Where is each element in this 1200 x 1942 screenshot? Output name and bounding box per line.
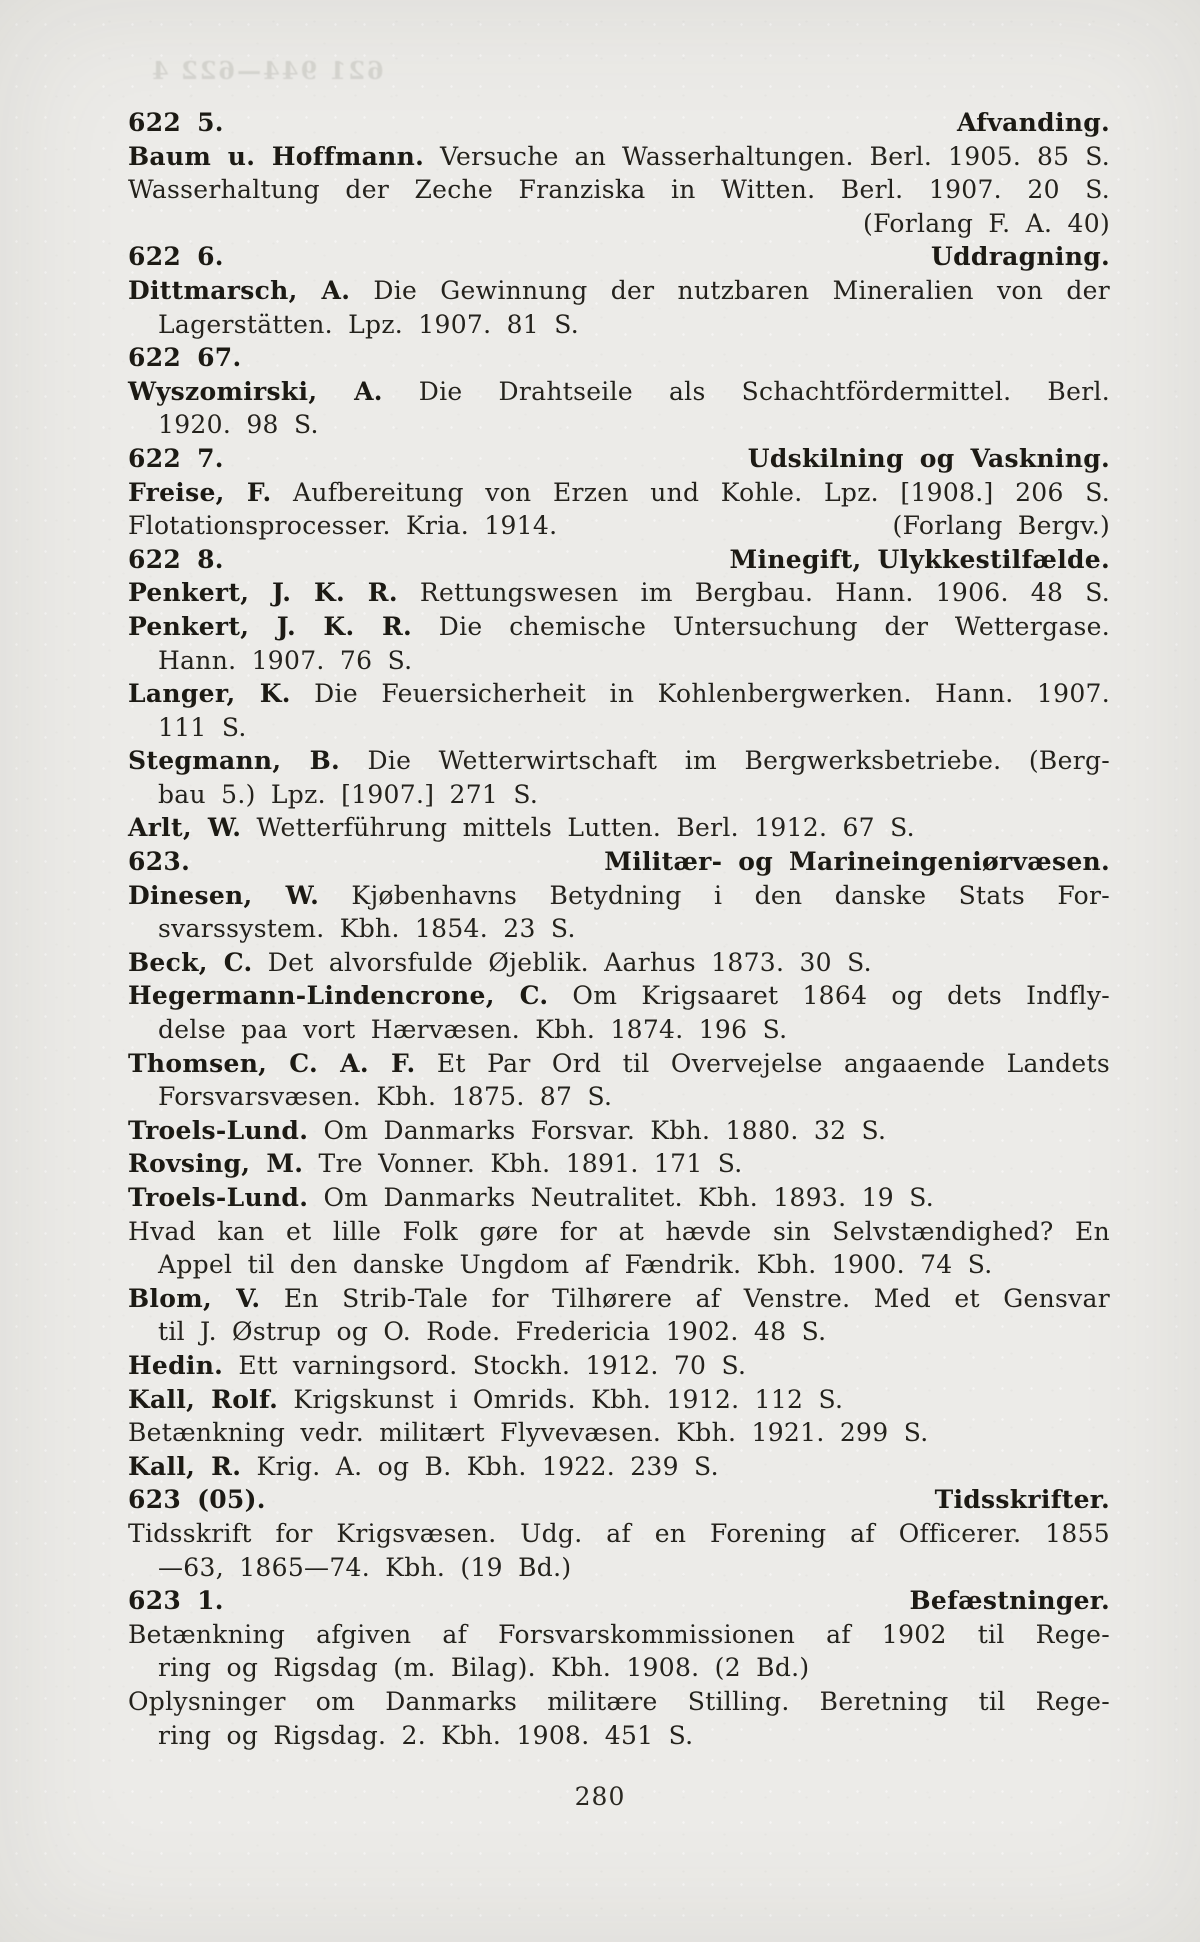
author-name: Penkert, J. K. R.	[128, 578, 398, 608]
subject-label: Afvanding.	[957, 108, 1110, 137]
section-heading	[128, 543, 1110, 577]
entry-text: Wetterführung mittels Lutten. Berl. 1912. 67 S.	[241, 813, 915, 843]
entry-text: Rettungswesen im Bergbau. Hann. 1906. 48 S.	[397, 578, 1110, 608]
entry-continuation-line	[128, 1651, 1110, 1685]
entry-line	[128, 1383, 1110, 1417]
entry-continuation-line	[128, 1080, 1110, 1114]
entry-continuation-line	[128, 1315, 1110, 1349]
entry-line	[128, 207, 1110, 241]
classification-number: 623.	[128, 847, 191, 877]
entry-text: Om Krigsaaret 1864 og dets Indfly-	[548, 981, 1110, 1011]
entry-text: Betænkning afgiven af Forsvarskommissionen af 1902 til Rege-	[128, 1619, 1110, 1649]
author-name: Blom, V.	[128, 1283, 261, 1313]
classification-number: 622 7.	[128, 443, 224, 473]
text-block	[128, 106, 1110, 1752]
section-heading	[128, 1483, 1110, 1517]
entry-line	[128, 1416, 1110, 1450]
subject-label: Tidsskrifter.	[934, 1485, 1110, 1515]
publisher-note: (Forlang Bergv.)	[892, 511, 1110, 541]
entry-line	[128, 610, 1110, 644]
author-name: Hedin.	[128, 1350, 224, 1380]
entry-text: Aufbereitung von Erzen und Kohle. Lpz. [1908.] 206 S.	[271, 477, 1110, 507]
entry-text: En Strib-Tale for Tilhørere af Venstre. Med et Gensvar	[260, 1283, 1110, 1313]
entry-text: Tidsskrift for Krigsvæsen. Udg. af en Forening af Officerer. 1855	[128, 1518, 1110, 1548]
author-name: Baum u. Hoffmann.	[128, 141, 425, 171]
entry-text: Hann. 1907. 76 S.	[158, 645, 413, 675]
subject-label: Udskilning og Vaskning.	[747, 443, 1110, 473]
author-name: Dinesen, W.	[128, 880, 320, 910]
subject-label: Minegift, Ulykkestilfælde.	[729, 544, 1110, 574]
entry-line	[128, 879, 1110, 913]
entry-continuation-line	[128, 308, 1110, 342]
entry-line	[128, 1349, 1110, 1383]
author-name: Penkert, J. K. R.	[128, 611, 413, 641]
author-name: Troels-Lund.	[128, 1183, 309, 1212]
entry-text: Betænkning vedr. militært Flyvevæsen. Kbh. 1921. 299 S.	[128, 1418, 929, 1448]
classification-number: 622 67.	[128, 343, 242, 373]
author-name: Kall, Rolf.	[128, 1384, 279, 1414]
entry-text: Krigskunst i Omrids. Kbh. 1912. 112 S.	[278, 1384, 844, 1414]
author-name: Troels-Lund.	[128, 1115, 309, 1145]
entry-text: Wasserhaltung der Zeche Franziska in Witten. Berl. 1907. 20 S.	[128, 175, 1110, 205]
author-name: Beck, C.	[128, 947, 253, 977]
entry-text: 111 S.	[158, 712, 247, 742]
entry-continuation-line	[128, 1551, 1110, 1585]
entry-line	[128, 1685, 1110, 1719]
section-heading	[128, 1584, 1110, 1618]
entry-text: ring og Rigsdag (m. Bilag). Kbh. 1908. (2 Bd.)	[158, 1653, 810, 1683]
entry-line	[128, 375, 1110, 409]
entry-continuation-line	[128, 711, 1110, 745]
author-name: Wyszomirski, A.	[128, 376, 383, 406]
entry-line	[128, 274, 1110, 308]
entry-line	[128, 811, 1110, 845]
entry-text: Appel til den danske Ungdom af Fændrik. Kbh. 1900. 74 S.	[158, 1250, 993, 1280]
entry-line	[128, 476, 1110, 510]
classification-number: 623 1.	[128, 1586, 224, 1616]
entry-line	[128, 979, 1110, 1013]
entry-text: Oplysninger om Danmarks militære Stilling. Beretning til Rege-	[128, 1686, 1110, 1716]
author-name: Thomsen, C. A. F.	[128, 1048, 416, 1078]
entry-line	[128, 1181, 1110, 1215]
classification-number: 622 5.	[128, 108, 224, 137]
entry-text: Hvad kan et lille Folk gøre for at hævde sin Selvstændighed? En	[128, 1216, 1110, 1246]
entry-continuation-line	[128, 778, 1110, 812]
entry-continuation-line	[128, 912, 1110, 946]
entry-text: til J. Østrup og O. Rode. Fredericia 1902. 48 S.	[158, 1317, 827, 1347]
entry-continuation-line	[128, 1013, 1110, 1047]
entry-line	[128, 946, 1110, 980]
entry-line	[128, 1282, 1110, 1316]
author-name: Hegermann-Lindencrone, C.	[128, 981, 549, 1011]
entry-text: Die chemische Untersuchung der Wettergase.	[412, 611, 1111, 641]
entry-text: svarssystem. Kbh. 1854. 23 S.	[158, 914, 576, 944]
entry-text: Om Danmarks Neutralitet. Kbh. 1893. 19 S.	[308, 1183, 935, 1212]
entry-text: ring og Rigsdag. 2. Kbh. 1908. 451 S.	[158, 1720, 694, 1750]
bleed-through-text: 621 944—622 4	[150, 56, 384, 85]
entry-line	[128, 1114, 1110, 1148]
entry-line	[128, 744, 1110, 778]
section-heading	[128, 106, 1110, 140]
entry-text: Tre Vonner. Kbh. 1891. 171 S.	[303, 1149, 743, 1179]
subject-label: Militær- og Marineingeniørvæsen.	[604, 847, 1110, 877]
section-heading	[128, 845, 1110, 879]
entry-continuation-line	[128, 644, 1110, 678]
entry-text: Ett varningsord. Stockh. 1912. 70 S.	[223, 1350, 747, 1380]
entry-continuation-line	[128, 408, 1110, 442]
entry-text: Krig. A. og B. Kbh. 1922. 239 S.	[241, 1451, 719, 1481]
entry-line	[128, 1450, 1110, 1484]
entry-text: Kjøbenhavns Betydning i den danske Stats For-	[319, 880, 1110, 910]
author-name: Langer, K.	[128, 679, 291, 709]
subject-label: Befæstninger.	[909, 1586, 1110, 1616]
entry-line	[128, 1517, 1110, 1551]
entry-text: 1920. 98 S.	[158, 410, 319, 440]
subject-label: Uddragning.	[931, 242, 1110, 272]
entry-line	[128, 1215, 1110, 1249]
section-heading	[128, 341, 1110, 375]
author-name: Stegmann, B.	[128, 746, 341, 776]
author-name: Arlt, W.	[128, 813, 242, 843]
section-heading	[128, 442, 1110, 476]
entry-text: Versuche an Wasserhaltungen. Berl. 1905. 85 S.	[424, 141, 1111, 171]
entry-text: Forsvarsvæsen. Kbh. 1875. 87 S.	[158, 1082, 613, 1112]
entry-text: —63, 1865—74. Kbh. (19 Bd.)	[158, 1552, 572, 1582]
entry-text: bau 5.) Lpz. [1907.] 271 S.	[158, 779, 539, 809]
entry-line	[128, 509, 1110, 543]
author-name: Kall, R.	[128, 1451, 242, 1481]
entry-text: delse paa vort Hærvæsen. Kbh. 1874. 196 S.	[158, 1015, 788, 1045]
entry-line	[128, 1047, 1110, 1081]
entry-text: Die Feuersicherheit in Kohlenbergwerken. Hann. 1907.	[290, 679, 1111, 709]
entry-text: Lagerstätten. Lpz. 1907. 81 S.	[158, 309, 580, 339]
entry-line	[128, 1618, 1110, 1652]
entry-line	[128, 1147, 1110, 1181]
classification-number: 622 8.	[128, 544, 224, 574]
entry-continuation-line	[128, 1248, 1110, 1282]
entry-line	[128, 173, 1110, 207]
classification-number: 622 6.	[128, 242, 224, 272]
entry-text: Die Wetterwirtschaft im Bergwerksbetriebe. (Berg-	[340, 746, 1110, 776]
entry-text: Det alvorsfulde Øjeblik. Aarhus 1873. 30 S.	[252, 947, 872, 977]
entry-text: Om Danmarks Forsvar. Kbh. 1880. 32 S.	[308, 1115, 887, 1145]
page-number: 280	[574, 1782, 626, 1811]
entry-line	[128, 576, 1110, 610]
entry-text: Flotationsprocesser. Kria. 1914.	[128, 511, 558, 541]
entry-line	[128, 677, 1110, 711]
author-name: Dittmarsch, A.	[128, 275, 351, 305]
entry-continuation-line	[128, 1719, 1110, 1753]
entry-text: Die Drahtseile als Schachtfördermittel. Berl.	[382, 376, 1110, 406]
section-heading	[128, 240, 1110, 274]
entry-text: Die Gewinnung der nutzbaren Mineralien von der	[350, 275, 1110, 305]
author-name: Freise, F.	[128, 477, 272, 507]
entry-text: Et Par Ord til Overvejelse angaaende Landets	[415, 1048, 1110, 1078]
publisher-note: (Forlang F. A. 40)	[863, 208, 1110, 238]
classification-number: 623 (05).	[128, 1485, 266, 1515]
entry-line	[128, 140, 1110, 174]
author-name: Rovsing, M.	[128, 1149, 304, 1179]
